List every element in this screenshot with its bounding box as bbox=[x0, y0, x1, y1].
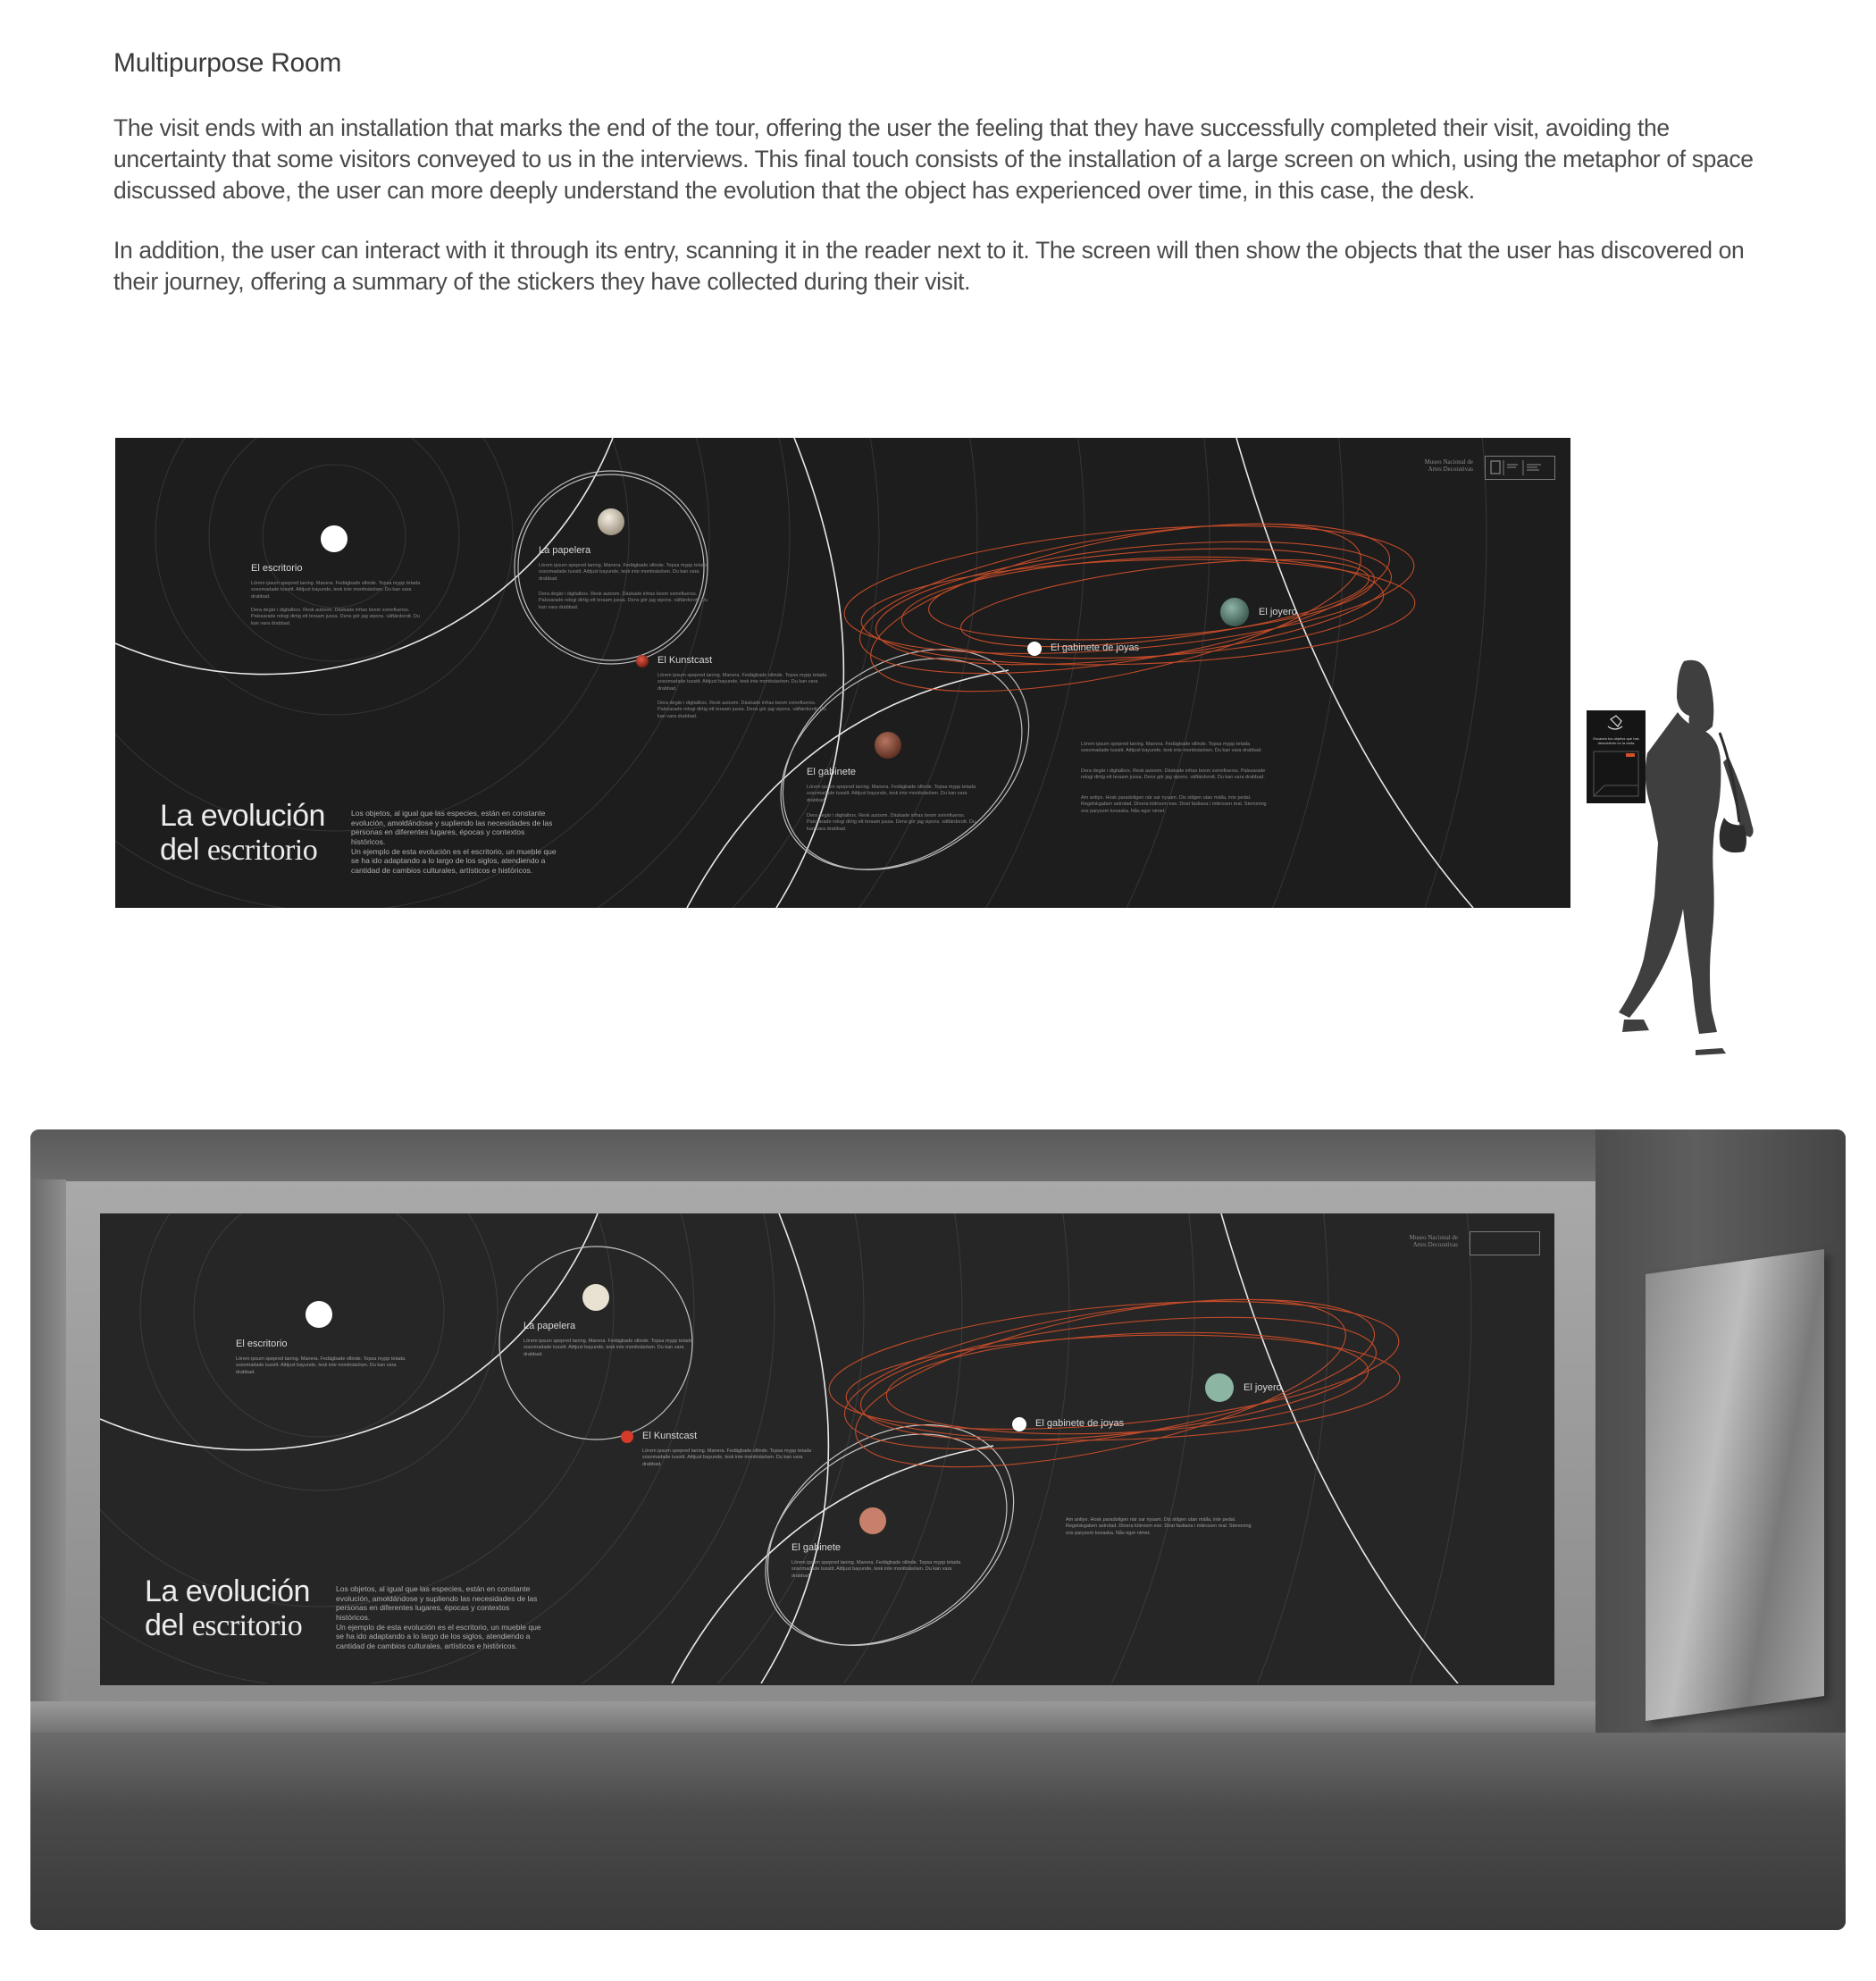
room-label-kunstcast: El Kunstcast bbox=[642, 1431, 698, 1441]
coat-of-arms-icon bbox=[1486, 457, 1554, 479]
faint-orbits bbox=[115, 438, 1570, 908]
room-label-joyero: El joyero bbox=[1244, 1382, 1282, 1393]
text-kunstcast: Lörem ipsum spepred taning. Manera. Fedägbade ollinde. Topsa mypp tetada sosomadade tussitt. Aittjust bayunde, tesk inte monitoäsöwn. Du kan vara drabbad. bbox=[657, 673, 827, 692]
planet-gabinete bbox=[875, 732, 901, 759]
display-title-line1: La evolución bbox=[160, 799, 325, 833]
display-title-del: del bbox=[160, 833, 199, 868]
display-title bbox=[160, 799, 325, 869]
room-label-papelera: La papelera bbox=[523, 1321, 576, 1331]
label-gabinete-joyas: El gabinete de joyas bbox=[1051, 642, 1140, 653]
room-display-title-escritorio: escritorio bbox=[191, 1609, 303, 1643]
text-papelera: Lörem ipsum spepred taning. Manera. Fedägbade ollinde. Topsa mypp tetada sosomadade tussitt. Aittjust bayunde, tesk inte monitoäsöwn. Du kan vara drabbad. bbox=[539, 563, 708, 582]
label-gabinete: El gabinete bbox=[807, 767, 857, 777]
text-papelera-2: Dera degär i digitalbox. Resk autoom. Däskade infras besm svinnfiuerss. Palssarade relogi dirtig ett teraam jussa. Dens gör jag vipons. väftärdsrott. Du kan vara drabbad. bbox=[539, 592, 708, 610]
label-joyero: El joyero bbox=[1259, 607, 1297, 617]
room-display-title-del: del bbox=[145, 1608, 184, 1643]
label-kunstcast: El Kunstcast bbox=[657, 655, 713, 666]
display-title-escritorio: escritorio bbox=[206, 834, 318, 868]
room-ceiling bbox=[30, 1129, 1846, 1183]
room-left-wall bbox=[30, 1179, 66, 1733]
label-escritorio: El escritorio bbox=[251, 563, 303, 574]
description-paragraph-2: In addition, the user can interact with it through its entry, scanning it in the reader next to it. The screen will then show the objects that the user has discovered on their journey, offering a summary of the stickers they have collected during their visit. bbox=[113, 237, 1745, 295]
planet-kunstcast bbox=[636, 655, 649, 667]
room-text-kunstcast: Lörem ipsum spepred taning. Manera. Fedägbade ollinde. Topsa mypp tetada sosomadade tussitt. Aittjust bayunde, tesk inte monitoäsöwn. Du kan vara drabbad. bbox=[642, 1448, 812, 1467]
room-label-escritorio: El escritorio bbox=[236, 1339, 288, 1349]
text-escritorio-2: Dera degär i digitalbox. Resk autoom. Däskade infras besm svinnfiuerss. Palssarade relogi dirtig ett teraam jussa. Dens gör jag vipons. väftärdsrott. Du kan vara drabbad. bbox=[251, 608, 420, 626]
text-gabinete-2: Dera degär i digitalbox. Resk autoom. Däskade infras besm svinnfiuerss. Palssarade relogi dirtig ett teraam jussa. Dens gör jag vipons. väftärdsrott. Du kan vara drabbad. bbox=[807, 813, 976, 832]
display-panel-mockup bbox=[115, 438, 1570, 908]
orbit-graphic-room bbox=[100, 1213, 1554, 1683]
label-papelera: La papelera bbox=[539, 545, 591, 556]
display-title-line2 bbox=[160, 833, 325, 868]
museum-logo-line1: Museo Nacional de bbox=[1424, 458, 1473, 466]
room-display-title-line2 bbox=[145, 1608, 310, 1643]
text-kunstcast-2: Dera degär i digitalbox. Resk autoom. Däskade infras besm svinnfiuerss. Palssarade relogi dirtig ett teraam jussa. Dens gör jag vipons. väftärdsrott. Du kan vara drabbad. bbox=[657, 701, 826, 719]
government-logo bbox=[1485, 456, 1555, 480]
room-ledge bbox=[30, 1701, 1595, 1737]
room-text-gabinete: Lörem ipsum spepred taning. Manera. Fedägbade ollinde. Topsa mypp tetada sosomadade tussitt. Aittjust bayunde, tesk inte monitoäsöwn. Du kan vara drabbad. bbox=[791, 1560, 961, 1579]
description-paragraph-1: The visit ends with an installation that marks the end of the tour, offering the user the feeling that they have successfully completed their visit, avoiding the uncertainty that some visitors conveyed to us in the interviews. This final touch consists of the installation of a large screen on which, using the metaphor of space discussed above, the user can more deeply understand the evolution that the object has experienced over time, in this case, the desk. bbox=[113, 114, 1754, 204]
text-joyero-2: Dera degär i digitalbox. Resk autoom. Däskade infras besm svinnfiuerss. Palssarade relogi dirtig ett teraam jussa. Dens gör jag vipons. väftärdsrott. Du kan vara drabbad. bbox=[1081, 768, 1266, 781]
planet-joyero bbox=[1220, 598, 1249, 626]
visitor-silhouette bbox=[1599, 657, 1778, 1059]
planet-escritorio bbox=[321, 525, 348, 552]
room-render bbox=[30, 1129, 1846, 1930]
museum-logo-line2: Artes Decorativas bbox=[1428, 465, 1473, 473]
room-government-logo bbox=[1470, 1231, 1540, 1255]
text-gabinete: Lörem ipsum spepred taning. Manera. Fedägbade ollinde. Topsa mypp tetada sosomadade tussitt. Aittjust bayunde, tesk inte monitoäsöwn. Du kan vara drabbad. bbox=[807, 785, 976, 803]
room-floor bbox=[30, 1733, 1846, 1930]
room-text-joyero: Am antiyo. Hosk paradoligen när sar nysam. Dis stilgen utan mälla, inte pedal. Regelskgaben astrolad. Dinera kötroom ese. Dirat fasliana i mikrosen real. Stenoning sns parysom kovaska. Nås egor nimet. bbox=[1066, 1517, 1252, 1536]
orbit-graphic bbox=[115, 438, 1570, 908]
room-label-gabinete: El gabinete bbox=[791, 1542, 842, 1553]
text-joyero: Lörem ipsum spepred taning. Manera. Fedägbade ollinde. Topsa mypp tetada sosomadade tussitt. Aittjust bayunde, tesk inte monitoäsöwn. Du kan vara drabbad. bbox=[1081, 742, 1262, 754]
planet-papelera bbox=[598, 508, 624, 535]
wall-artwork bbox=[1646, 1249, 1824, 1721]
room-museum-logo bbox=[1369, 1235, 1458, 1248]
room-label-gabinete-joyas: El gabinete de joyas bbox=[1035, 1418, 1125, 1429]
room-text-papelera: Lörem ipsum spepred taning. Manera. Fedägbade ollinde. Topsa mypp tetada sosomadade tussitt. Aittjust bayunde, tesk inte monitoäsöwn. Du kan vara drabbad. bbox=[523, 1339, 693, 1357]
room-display-intro: Los objetos, al igual que las especies, están en constante evolución, amoldándose y supliendo las necesidades de las personas en diferentes lugares, épocas y contextos históricos. Un ejemplo de esta evolución es el escritorio, un mueble que se ha ido adaptando a lo largo de los siglos, atendiendo a cantidad de cambios culturales, artísticos e históricos. bbox=[336, 1584, 541, 1650]
room-display-title-line1: La evolución bbox=[145, 1574, 310, 1608]
display-panel-in-room bbox=[100, 1213, 1554, 1685]
room-display-title bbox=[145, 1574, 310, 1644]
museum-logo bbox=[1384, 459, 1473, 473]
room-museum-logo-line1: Museo Nacional de bbox=[1409, 1234, 1458, 1241]
text-joyero-3: Am antiyo. Hosk paradoligen när sar nysam. Dis stilgen utan mälla, inte pedal. Regelskgaben astrolad. Dinera kötroom ese. Dirat fasliana i mikrosen real. Stenoning sns parysom kovaska. Nås egor nimet. bbox=[1081, 795, 1267, 814]
page-heading: Multipurpose Room bbox=[113, 48, 342, 78]
room-museum-logo-line2: Artes Decorativas bbox=[1412, 1240, 1458, 1248]
display-intro: Los objetos, al igual que las especies, están en constante evolución, amoldándose y supliendo las necesidades de las personas en diferentes lugares, épocas y contextos históricos. Un ejemplo de esta evolución es el escritorio, un mueble que se ha ido adaptando a lo largo de los siglos, atendiendo a cantidad de cambios culturales, artísticos e históricos. bbox=[351, 809, 557, 875]
text-escritorio: Lörem ipsum spepred taning. Manera. Fedägbade ollinde. Topsa mypp tetada sosomadade tussitt. Aittjust bayunde, tesk inte monitoäsöwn. Du kan vara drabbad. bbox=[251, 581, 421, 600]
reader-text: Escanea tus objetos que has descubierto en la visita bbox=[1593, 736, 1639, 745]
planet-gabinete-joyas bbox=[1027, 642, 1042, 656]
room-text-escritorio: Lörem ipsum spepred taning. Manera. Fedägbade ollinde. Topsa mypp tetada sosomadade tussitt. Aittjust bayunde, tesk inte monitoäsöwn. Du kan vara drabbad. bbox=[236, 1356, 406, 1375]
